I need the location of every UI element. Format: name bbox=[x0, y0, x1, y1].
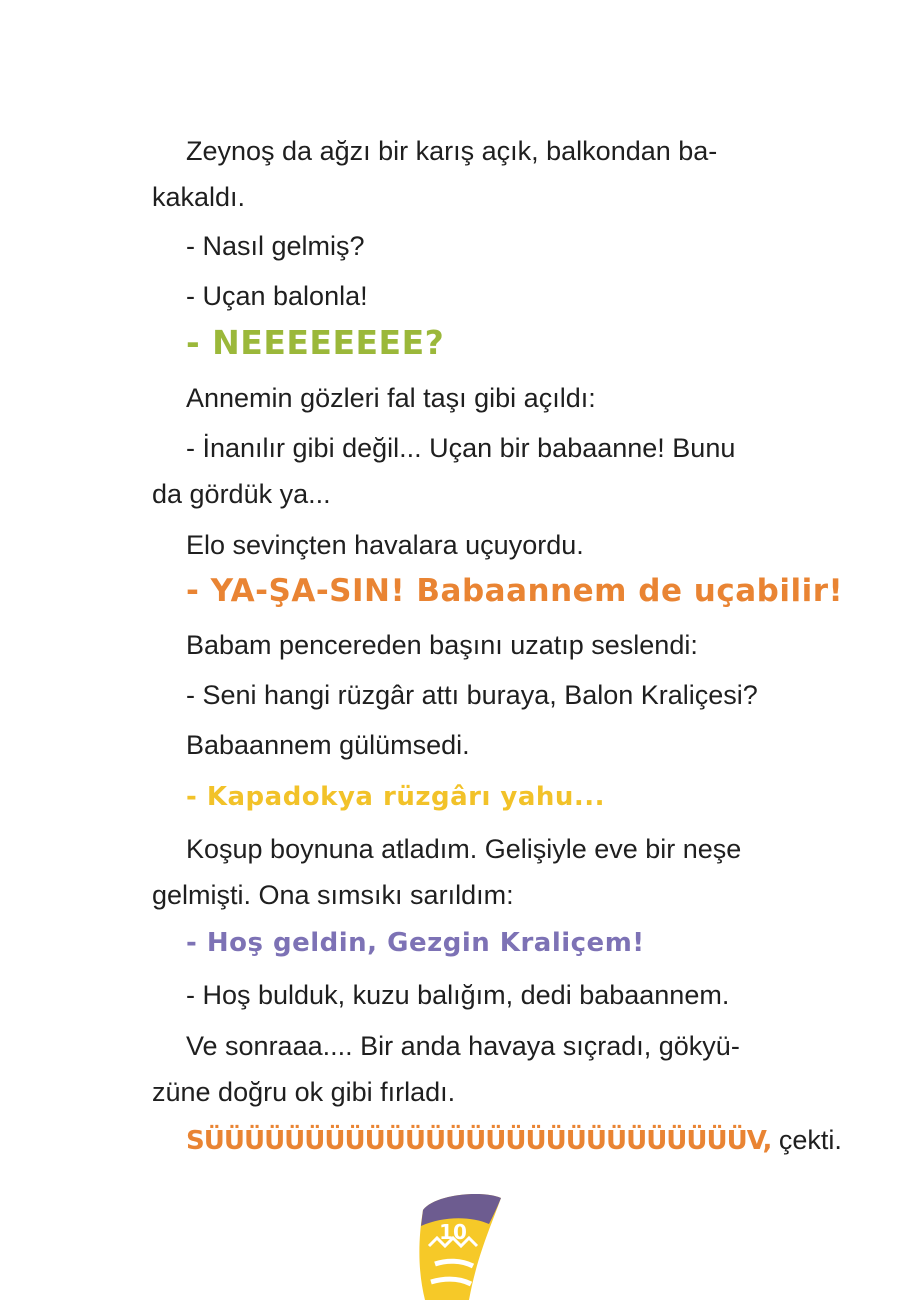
shout-line-orange: - YA-ŞA-SIN! Babaannem de uçabilir! bbox=[186, 573, 844, 609]
dialogue-line: - Nasıl gelmiş? bbox=[186, 231, 365, 261]
paragraph-line: Babaannem gülümsedi. bbox=[186, 730, 470, 760]
paragraph-line: kakaldı. bbox=[152, 182, 246, 212]
sound-effect-line bbox=[152, 1117, 842, 1164]
paragraph-line: Koşup boynuna atladım. Gelişiyle eve bir neşe bbox=[186, 834, 742, 864]
dialogue-line: - Uçan balonla! bbox=[186, 281, 368, 311]
shout-line-purple: - Hoş geldin, Gezgin Kraliçem! bbox=[186, 928, 645, 958]
paragraph-line: gelmişti. Ona sımsıkı sarıldım: bbox=[152, 880, 514, 910]
dialogue-line: - İnanılır gibi değil... Uçan bir babaanne! Bunu bbox=[186, 433, 736, 463]
paragraph-line: Babam pencereden başını uzatıp seslendi: bbox=[186, 630, 698, 660]
shout-line-green: - NEEEEEEEE? bbox=[186, 323, 445, 362]
sound-effect-tail: çekti. bbox=[771, 1125, 842, 1155]
paragraph-line: Zeynoş da ağzı bir karış açık, balkondan ba- bbox=[186, 136, 718, 166]
dialogue-line: - Hoş bulduk, kuzu balığım, dedi babaannem. bbox=[186, 980, 730, 1010]
paragraph-line: Annemin gözleri fal taşı gibi açıldı: bbox=[186, 383, 596, 413]
dialogue-line: da gördük ya... bbox=[152, 479, 331, 509]
page-number: 10 bbox=[439, 1220, 467, 1244]
sound-effect-text: SÜÜÜÜÜÜÜÜÜÜÜÜÜÜÜÜÜÜÜÜÜÜÜÜÜÜÜV, bbox=[186, 1126, 772, 1156]
paragraph-line: züne doğru ok gibi fırladı. bbox=[152, 1077, 456, 1107]
paragraph-line: Ve sonraaa.... Bir anda havaya sıçradı, gökyü- bbox=[186, 1031, 740, 1061]
paragraph-line: Elo sevinçten havalara uçuyordu. bbox=[186, 530, 584, 560]
shout-line-yellow: - Kapadokya rüzgârı yahu... bbox=[186, 782, 606, 812]
dialogue-line: - Seni hangi rüzgâr attı buraya, Balon Kraliçesi? bbox=[186, 680, 758, 710]
